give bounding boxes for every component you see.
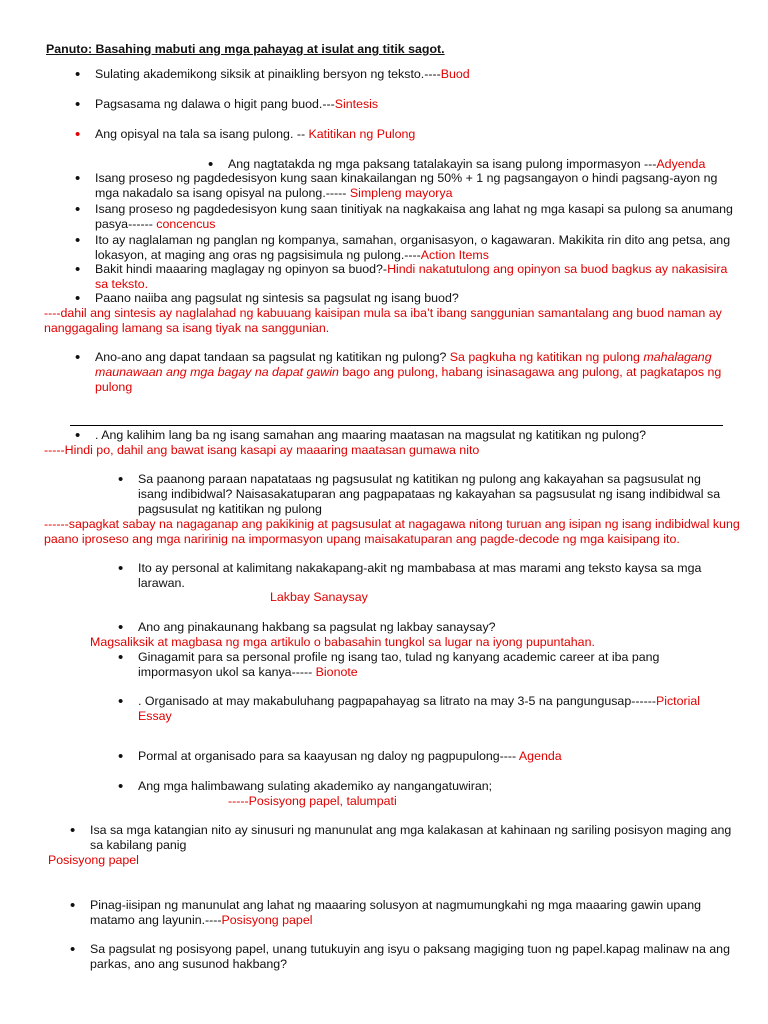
list-item — [75, 350, 735, 395]
list-item — [118, 620, 718, 635]
bullet-icon — [118, 620, 138, 636]
answer-text: Sintesis — [334, 97, 379, 111]
bullet-icon — [118, 749, 138, 765]
bullet-icon — [70, 942, 90, 958]
horizontal-rule — [70, 425, 723, 426]
list-item — [70, 898, 740, 928]
list-item — [118, 561, 718, 591]
question-text: Ano-ano ang dapat tandaan sa pagsulat ng katitikan ng pulong? — [95, 350, 450, 364]
answer-text: Katitikan ng Pulong — [308, 127, 416, 141]
bullet-icon — [70, 898, 90, 914]
list-item — [75, 202, 735, 232]
answer-text: Posisyong papel — [221, 913, 313, 927]
list-item — [75, 171, 735, 201]
answer-text: Pictorial Essay — [138, 694, 701, 723]
list-item — [75, 67, 735, 82]
bullet-icon — [75, 127, 95, 143]
answer-text: Bionote — [315, 665, 358, 679]
question-text: Isang proseso ng pagdedesisyon kung saan tinitiyak na nagkakaisa ang lahat ng mga kasapi sa pulong sa anumang pasya------ — [95, 202, 733, 231]
list-item — [208, 157, 748, 172]
answer-text: Magsaliksik at magbasa ng mga artikulo o babasahin tungkol sa lugar na iyong pupuntahan. — [90, 635, 595, 649]
question-text: Paano naiiba ang pagsulat ng sintesis sa pagsulat ng isang buod? — [95, 291, 459, 305]
bullet-icon — [75, 291, 95, 307]
question-text: Isa sa mga katangian nito ay sinusuri ng manunulat ang mga kalakasan at kahinaan ng sariling posisyon maging ang sa kabilang panig — [90, 823, 732, 852]
question-text: Ginagamit para sa personal profile ng isang tao, tulad ng kanyang academic career at iba pang impormasyon ukol sa kanya----- — [138, 650, 660, 679]
question-text: Pinag-iisipan ng manunulat ang lahat ng maaaring solusyon at nagmumungkahi ng mga maaaring gawin upang matamo ang layunin.---- — [90, 898, 701, 927]
question-text: Bakit hindi maaaring maglagay ng opinyon sa buod?- — [95, 262, 388, 276]
list-item — [75, 97, 735, 112]
bullet-icon — [75, 262, 95, 278]
answer-text: Hindi nakatutulong ang opinyon sa buod bagkus ay nakasisira sa teksto. — [95, 262, 728, 291]
list-item — [118, 650, 728, 680]
answer-text: Adyenda — [656, 157, 706, 171]
question-text: Sulating akademikong siksik at pinaikling bersyon ng teksto.---- — [95, 67, 441, 81]
bullet-icon — [75, 428, 95, 444]
list-item — [118, 472, 728, 517]
bullet-icon — [118, 694, 138, 710]
question-text: Ang opisyal na tala sa isang pulong. -- — [95, 127, 309, 141]
answer-text: Action Items — [420, 248, 489, 262]
bullet-icon — [75, 171, 95, 187]
bullet-icon — [118, 779, 138, 795]
answer-text: concencus — [156, 217, 216, 231]
question-text: Isang proseso ng pagdedesisyon kung saan kinakailangan ng 50% + 1 ng pagsangayon o hindi pagsang-ayon ng mga nakadalo sa isang opisyal na pulong.----- — [95, 171, 718, 200]
question-text: Ito ay naglalaman ng panglan ng kompanya, samahan, organisasyon, o kagawaran. Makikita rin dito ang petsa, ang lokasyon, at maging ang oras ng pagsisimula ng pulong.---- — [95, 233, 731, 262]
page-title: Panuto: Basahing mabuti ang mga pahayag at isulat ang titik sagot. — [46, 42, 445, 56]
question-text: Sa paanong paraan napatataas ng pagsusulat ng katitikan ng pulong ang kakayahan sa pagsusulat ng isang indibidwal? Naisasakatuparan ang pagpapataas ng kakayahan sa pagsusulat ng isang indibidwal sa pagsusulat ng katitikan ng pulong — [138, 472, 721, 516]
bullet-icon — [118, 561, 138, 577]
bullet-icon — [75, 97, 95, 113]
question-text: Ang nagtatakda ng mga paksang tatalakayin sa isang pulong impormasyon --- — [228, 157, 657, 171]
answer-text-italic: mahalagang maunawaan ang mga bagay na dapat gawin — [95, 350, 712, 379]
question-text: Pormal at organisado para sa kaayusan ng daloy ng pagpupulong---- — [138, 749, 519, 763]
question-text: . Ang kalihim lang ba ng isang samahan ang maaring maatasan na magsulat ng katitikan ng pulong? — [95, 428, 647, 442]
answer-text: ----dahil ang sintesis ay naglalahad ng kabuuang kaisipan mula sa iba’t ibang sanggunian samantalang ang buod naman ay nanggagaling lamang sa isang tiyak na sanggunian. — [44, 306, 722, 335]
answer-text: Sa pagkuha ng katitikan ng pulong — [449, 350, 644, 364]
answer-text: Lakbay Sanaysay — [270, 590, 368, 604]
bullet-icon — [75, 350, 95, 366]
bullet-icon — [118, 650, 138, 666]
bullet-icon — [75, 233, 95, 249]
answer-text: Posisyong papel — [48, 853, 139, 867]
question-text: Pagsasama ng dalawa o higit pang buod.--- — [95, 97, 335, 111]
answer-text: -----Hindi po, dahil ang bawat isang kasapi ay maaaring maatasan gumawa nito — [44, 443, 480, 457]
question-text: . Organisado at may makabuluhang pagpapahayag sa litrato na may 3-5 na pangungusap------ — [138, 694, 656, 708]
bullet-icon — [75, 202, 95, 218]
bullet-icon — [75, 67, 95, 83]
answer-text: Agenda — [518, 749, 562, 763]
bullet-icon — [70, 823, 90, 839]
list-item — [70, 823, 740, 853]
list-item — [75, 428, 755, 443]
bullet-icon — [118, 472, 138, 488]
answer-text: -----Posisyong papel, talumpati — [228, 794, 397, 808]
answer-text: Buod — [440, 67, 470, 81]
list-item — [118, 749, 728, 764]
list-item — [75, 127, 735, 142]
list-item — [118, 779, 728, 794]
list-item — [75, 262, 735, 292]
answer-text: bago ang pulong, habang isinasagawa ang pulong, at pagkatapos ng pulong — [95, 365, 722, 394]
list-item — [70, 942, 740, 972]
answer-text: ------sapagkat sabay na nagaganap ang pakikinig at pagsusulat at nagagawa nitong turuan ang isipan ng isang indibidwal kung paano iproseso ang mga naririnig na impormasyon upang maisakatuparan ang pagde-decode ng mga kaisipang ito. — [44, 517, 740, 546]
question-text: Ang mga halimbawang sulating akademiko ay nangangatuwiran; — [138, 779, 493, 793]
list-item — [75, 233, 735, 263]
question-text: Ano ang pinakaunang hakbang sa pagsulat ng lakbay sanaysay? — [138, 620, 496, 634]
list-item — [118, 694, 728, 724]
answer-text: Simpleng mayorya — [349, 186, 453, 200]
list-item — [75, 291, 735, 306]
question-text: Ito ay personal at kalimitang nakakapang-akit ng mambabasa at mas marami ang teksto kaysa sa mga larawan. — [138, 561, 702, 590]
question-text: Sa pagsulat ng posisyong papel, unang tutukuyin ang isyu o paksang magiging tuon ng papel.kapag malinaw na ang parkas, ano ang susunod hakbang? — [90, 942, 730, 971]
